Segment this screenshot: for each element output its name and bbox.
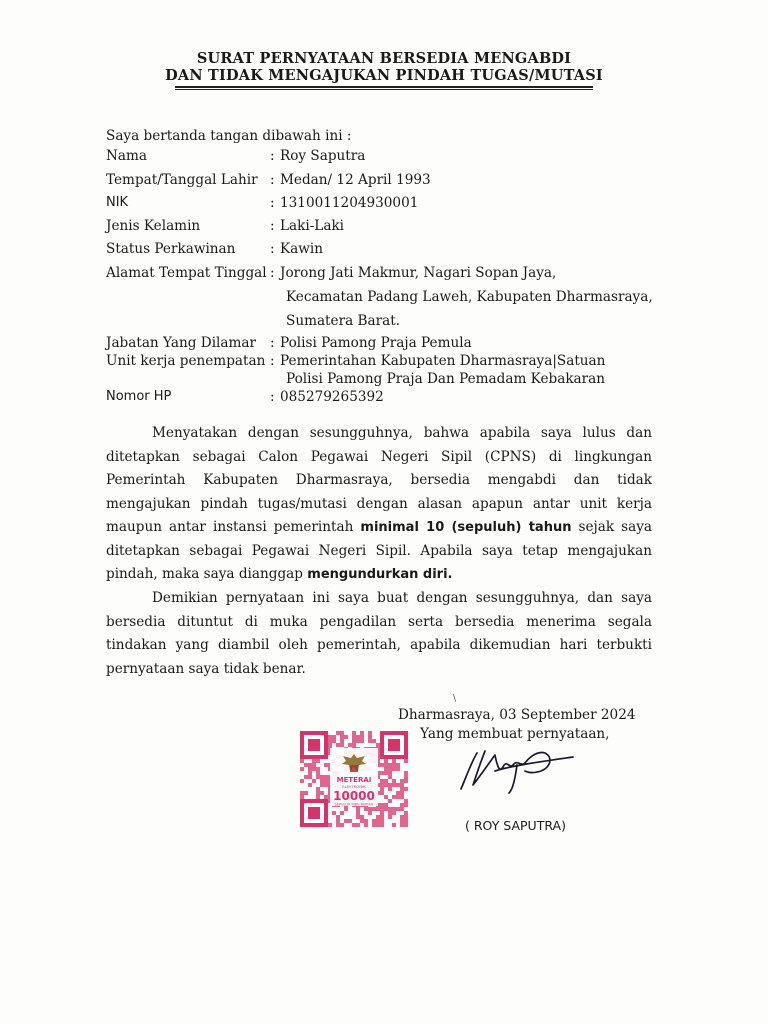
qr-module bbox=[300, 795, 304, 799]
qr-module bbox=[320, 779, 324, 783]
qr-module bbox=[316, 771, 320, 775]
qr-module bbox=[316, 759, 320, 763]
place-date: Dharmasraya, 03 September 2024 bbox=[398, 707, 636, 723]
qr-module bbox=[404, 775, 408, 779]
field-value: Roy Saputra bbox=[280, 148, 366, 164]
qr-module bbox=[368, 811, 372, 815]
qr-module bbox=[324, 763, 328, 767]
qr-module bbox=[328, 823, 332, 827]
qr-module bbox=[400, 823, 404, 827]
qr-module bbox=[312, 767, 316, 771]
qr-module bbox=[404, 771, 408, 775]
qr-module bbox=[392, 763, 396, 767]
qr-module bbox=[392, 795, 396, 799]
statement-paragraph bbox=[106, 422, 652, 587]
field-separator: : bbox=[270, 265, 275, 281]
maker-label: Yang membuat pernyataan, bbox=[420, 726, 610, 742]
qr-module bbox=[404, 803, 408, 807]
qr-module bbox=[332, 811, 336, 815]
field-label: Alamat Tempat Tinggal bbox=[106, 265, 267, 281]
qr-module bbox=[392, 811, 396, 815]
qr-module bbox=[384, 779, 388, 783]
field-label: Tempat/Tanggal Lahir bbox=[106, 172, 258, 188]
qr-module bbox=[396, 767, 400, 771]
stamp-label: METERAI bbox=[336, 776, 372, 784]
field-label: Jenis Kelamin bbox=[106, 218, 201, 234]
qr-module bbox=[396, 807, 400, 811]
qr-module bbox=[352, 743, 356, 747]
field-unit-kerja-line2: Polisi Pamong Praja Dan Pemadam Kebakaran bbox=[286, 371, 606, 387]
qr-module bbox=[368, 807, 372, 811]
qr-module bbox=[396, 763, 400, 767]
qr-module bbox=[372, 739, 376, 743]
qr-module bbox=[400, 783, 404, 787]
stamp-footer: SEPULUH RIBU RUPIAH bbox=[334, 802, 374, 807]
field-value: Laki-Laki bbox=[280, 218, 345, 234]
intro-text: Saya bertanda tangan dibawah ini : bbox=[106, 128, 352, 144]
stray-mark: \ bbox=[453, 694, 457, 704]
qr-module bbox=[304, 763, 308, 767]
qr-module bbox=[400, 803, 404, 807]
qr-module bbox=[380, 763, 384, 767]
qr-module bbox=[376, 743, 380, 747]
qr-module bbox=[404, 779, 408, 783]
title-underline-thick bbox=[175, 86, 593, 88]
field-separator: : bbox=[270, 335, 275, 351]
qr-module bbox=[368, 731, 372, 735]
qr-module bbox=[360, 735, 364, 739]
qr-module bbox=[324, 795, 328, 799]
closing-text: Demikian pernyataan ini saya buat dengan sesungguhnya, dan saya bersedia dituntut di muka pengadilan serta bersedia menerima segala tindakan yang diambil oleh pemerintah, apabila dikemudian hari terbukti pernyataan saya tidak benar. bbox=[106, 590, 652, 677]
qr-module bbox=[404, 759, 408, 763]
qr-module bbox=[340, 739, 344, 743]
qr-module bbox=[388, 763, 392, 767]
field-label: Nomor HP bbox=[106, 389, 172, 404]
qr-module bbox=[380, 787, 384, 791]
qr-module bbox=[384, 803, 388, 807]
qr-module bbox=[352, 823, 356, 827]
qr-module bbox=[376, 819, 380, 823]
qr-module bbox=[356, 739, 360, 743]
qr-module bbox=[380, 819, 384, 823]
qr-module bbox=[388, 799, 392, 803]
qr-module bbox=[352, 735, 356, 739]
qr-module bbox=[328, 743, 332, 747]
qr-module bbox=[380, 803, 384, 807]
qr-module bbox=[360, 815, 364, 819]
document-title-line1: SURAT PERNYATAAN BERSEDIA MENGABDI bbox=[196, 50, 572, 67]
qr-module bbox=[376, 807, 380, 811]
field-label: Nama bbox=[106, 148, 147, 164]
qr-module bbox=[404, 787, 408, 791]
qr-module bbox=[380, 811, 384, 815]
qr-module bbox=[356, 815, 360, 819]
field-separator: : bbox=[270, 353, 275, 369]
field-label: Status Perkawinan bbox=[106, 241, 236, 257]
qr-module bbox=[336, 823, 340, 827]
qr-module bbox=[324, 779, 328, 783]
qr-module bbox=[364, 823, 368, 827]
statement-text: Menyatakan dengan sesungguhnya, bahwa apabila saya lulus dan ditetapkan sebagai Calon Pegawai Negeri Sipil (CPNS) di lingkungan Pemerintah Kabupaten Dharmasraya, bersedia mengabdi dan tidak mengajukan pindah tugas/mutasi dengan alasan apapun antar unit kerja maupun antar instansi pemerintah bbox=[106, 425, 652, 535]
qr-module bbox=[340, 743, 344, 747]
qr-module bbox=[396, 791, 400, 795]
qr-module bbox=[360, 819, 364, 823]
qr-module bbox=[344, 819, 348, 823]
signer-name: ( ROY SAPUTRA) bbox=[465, 818, 566, 833]
qr-module bbox=[300, 779, 304, 783]
qr-module bbox=[336, 731, 340, 735]
qr-module bbox=[380, 791, 384, 795]
qr-module bbox=[344, 735, 348, 739]
qr-module bbox=[396, 783, 400, 787]
closing-paragraph bbox=[106, 587, 652, 681]
qr-module bbox=[368, 739, 372, 743]
qr-module bbox=[336, 819, 340, 823]
qr-module bbox=[316, 775, 320, 779]
qr-module bbox=[372, 807, 376, 811]
field-value: Medan/ 12 April 1993 bbox=[280, 172, 431, 188]
document-title-line2: DAN TIDAK MENGAJUKAN PINDAH TUGAS/MUTASI bbox=[165, 67, 603, 84]
qr-module bbox=[388, 767, 392, 771]
qr-module bbox=[304, 775, 308, 779]
qr-module bbox=[340, 823, 344, 827]
qr-module bbox=[380, 807, 384, 811]
stamp-value: 10000 bbox=[333, 789, 375, 803]
statement-text-cont: sejak saya ditetapkan sebagai Pegawai Negeri Sipil. Apabila saya tetap mengajukan pindah, maka saya dianggap bbox=[106, 519, 653, 582]
field-value: 085279265392 bbox=[280, 389, 384, 405]
qr-module bbox=[360, 739, 364, 743]
qr-module bbox=[388, 771, 392, 775]
qr-module bbox=[336, 815, 340, 819]
qr-module bbox=[320, 775, 324, 779]
qr-module bbox=[312, 779, 316, 783]
qr-module bbox=[384, 783, 388, 787]
qr-module bbox=[400, 807, 404, 811]
qr-module bbox=[392, 783, 396, 787]
qr-module bbox=[392, 779, 396, 783]
qr-module bbox=[324, 783, 328, 787]
qr-module bbox=[380, 783, 384, 787]
qr-finder bbox=[308, 807, 320, 819]
qr-module bbox=[300, 791, 304, 795]
qr-module bbox=[372, 823, 376, 827]
field-separator: : bbox=[270, 148, 275, 164]
field-alamat-line2: Kecamatan Padang Laweh, Kabupaten Dharmasraya, bbox=[286, 289, 653, 305]
qr-module bbox=[348, 819, 352, 823]
qr-module bbox=[340, 811, 344, 815]
qr-module bbox=[356, 823, 360, 827]
qr-module bbox=[320, 783, 324, 787]
qr-module bbox=[364, 819, 368, 823]
qr-module bbox=[376, 815, 380, 819]
qr-module bbox=[332, 739, 336, 743]
qr-module bbox=[316, 767, 320, 771]
qr-module bbox=[348, 743, 352, 747]
field-separator: : bbox=[270, 389, 275, 405]
qr-module bbox=[324, 775, 328, 779]
field-label: Unit kerja penempatan bbox=[106, 353, 266, 369]
statement-emphasis-resign: mengundurkan diri. bbox=[307, 567, 453, 582]
qr-module bbox=[360, 731, 364, 735]
qr-module bbox=[356, 735, 360, 739]
qr-module bbox=[396, 795, 400, 799]
qr-module bbox=[400, 787, 404, 791]
qr-module bbox=[340, 735, 344, 739]
qr-module bbox=[384, 763, 388, 767]
qr-module bbox=[380, 771, 384, 775]
qr-module bbox=[300, 759, 304, 763]
qr-module bbox=[388, 787, 392, 791]
qr-finder bbox=[308, 739, 320, 751]
qr-module bbox=[380, 823, 384, 827]
field-separator: : bbox=[270, 195, 275, 211]
field-label: Jabatan Yang Dilamar bbox=[106, 335, 256, 351]
qr-module bbox=[404, 819, 408, 823]
qr-module bbox=[328, 735, 332, 739]
field-separator: : bbox=[270, 218, 275, 234]
field-separator: : bbox=[270, 172, 275, 188]
qr-module bbox=[300, 767, 304, 771]
qr-module bbox=[356, 811, 360, 815]
qr-module bbox=[404, 811, 408, 815]
field-label: NIK bbox=[106, 195, 129, 210]
qr-module bbox=[392, 759, 396, 763]
field-value: Jorong Jati Makmur, Nagari Sopan Jaya, bbox=[280, 265, 557, 281]
qr-module bbox=[308, 783, 312, 787]
field-alamat-line3: Sumatera Barat. bbox=[286, 313, 400, 329]
qr-module bbox=[336, 743, 340, 747]
qr-module bbox=[340, 731, 344, 735]
field-value: Kawin bbox=[280, 241, 323, 257]
qr-module bbox=[404, 815, 408, 819]
qr-module bbox=[400, 779, 404, 783]
qr-module bbox=[308, 775, 312, 779]
statement-emphasis-duration: minimal 10 (sepuluh) tahun bbox=[360, 520, 572, 535]
qr-module bbox=[388, 811, 392, 815]
stamp-sublabel: ELEKTRONIK bbox=[342, 784, 366, 789]
qr-module bbox=[364, 807, 368, 811]
qr-module bbox=[372, 819, 376, 823]
field-value: Pemerintahan Kabupaten Dharmasraya|Satuan bbox=[280, 353, 606, 369]
qr-module bbox=[384, 771, 388, 775]
qr-module bbox=[368, 735, 372, 739]
qr-module bbox=[392, 767, 396, 771]
qr-module bbox=[328, 739, 332, 743]
qr-finder bbox=[388, 739, 400, 751]
qr-module bbox=[380, 815, 384, 819]
qr-module bbox=[384, 767, 388, 771]
qr-module bbox=[404, 799, 408, 803]
qr-module bbox=[400, 791, 404, 795]
qr-module bbox=[388, 807, 392, 811]
handwritten-signature bbox=[455, 745, 580, 795]
qr-module bbox=[308, 763, 312, 767]
field-value: Polisi Pamong Praja Pemula bbox=[280, 335, 472, 351]
qr-module bbox=[356, 807, 360, 811]
qr-module bbox=[384, 795, 388, 799]
qr-module bbox=[400, 795, 404, 799]
qr-module bbox=[384, 807, 388, 811]
qr-module bbox=[352, 731, 356, 735]
qr-module bbox=[400, 815, 404, 819]
qr-module bbox=[388, 815, 392, 819]
meterai-stamp bbox=[300, 730, 408, 828]
qr-module bbox=[388, 775, 392, 779]
field-separator: : bbox=[270, 241, 275, 257]
qr-module bbox=[392, 807, 396, 811]
qr-module bbox=[388, 783, 392, 787]
qr-module bbox=[304, 791, 308, 795]
qr-module bbox=[384, 759, 388, 763]
qr-module bbox=[312, 759, 316, 763]
qr-module bbox=[332, 735, 336, 739]
qr-module bbox=[308, 771, 312, 775]
qr-module bbox=[352, 739, 356, 743]
qr-module bbox=[320, 791, 324, 795]
qr-module bbox=[380, 779, 384, 783]
qr-module bbox=[316, 791, 320, 795]
qr-module bbox=[404, 823, 408, 827]
qr-module bbox=[316, 787, 320, 791]
qr-module bbox=[316, 795, 320, 799]
qr-module bbox=[308, 767, 312, 771]
qr-module bbox=[312, 763, 316, 767]
title-underline-thin bbox=[175, 89, 593, 90]
qr-module bbox=[392, 823, 396, 827]
qr-module bbox=[376, 823, 380, 827]
field-value: 1310011204930001 bbox=[280, 195, 419, 211]
qr-module bbox=[400, 819, 404, 823]
qr-module bbox=[344, 807, 348, 811]
